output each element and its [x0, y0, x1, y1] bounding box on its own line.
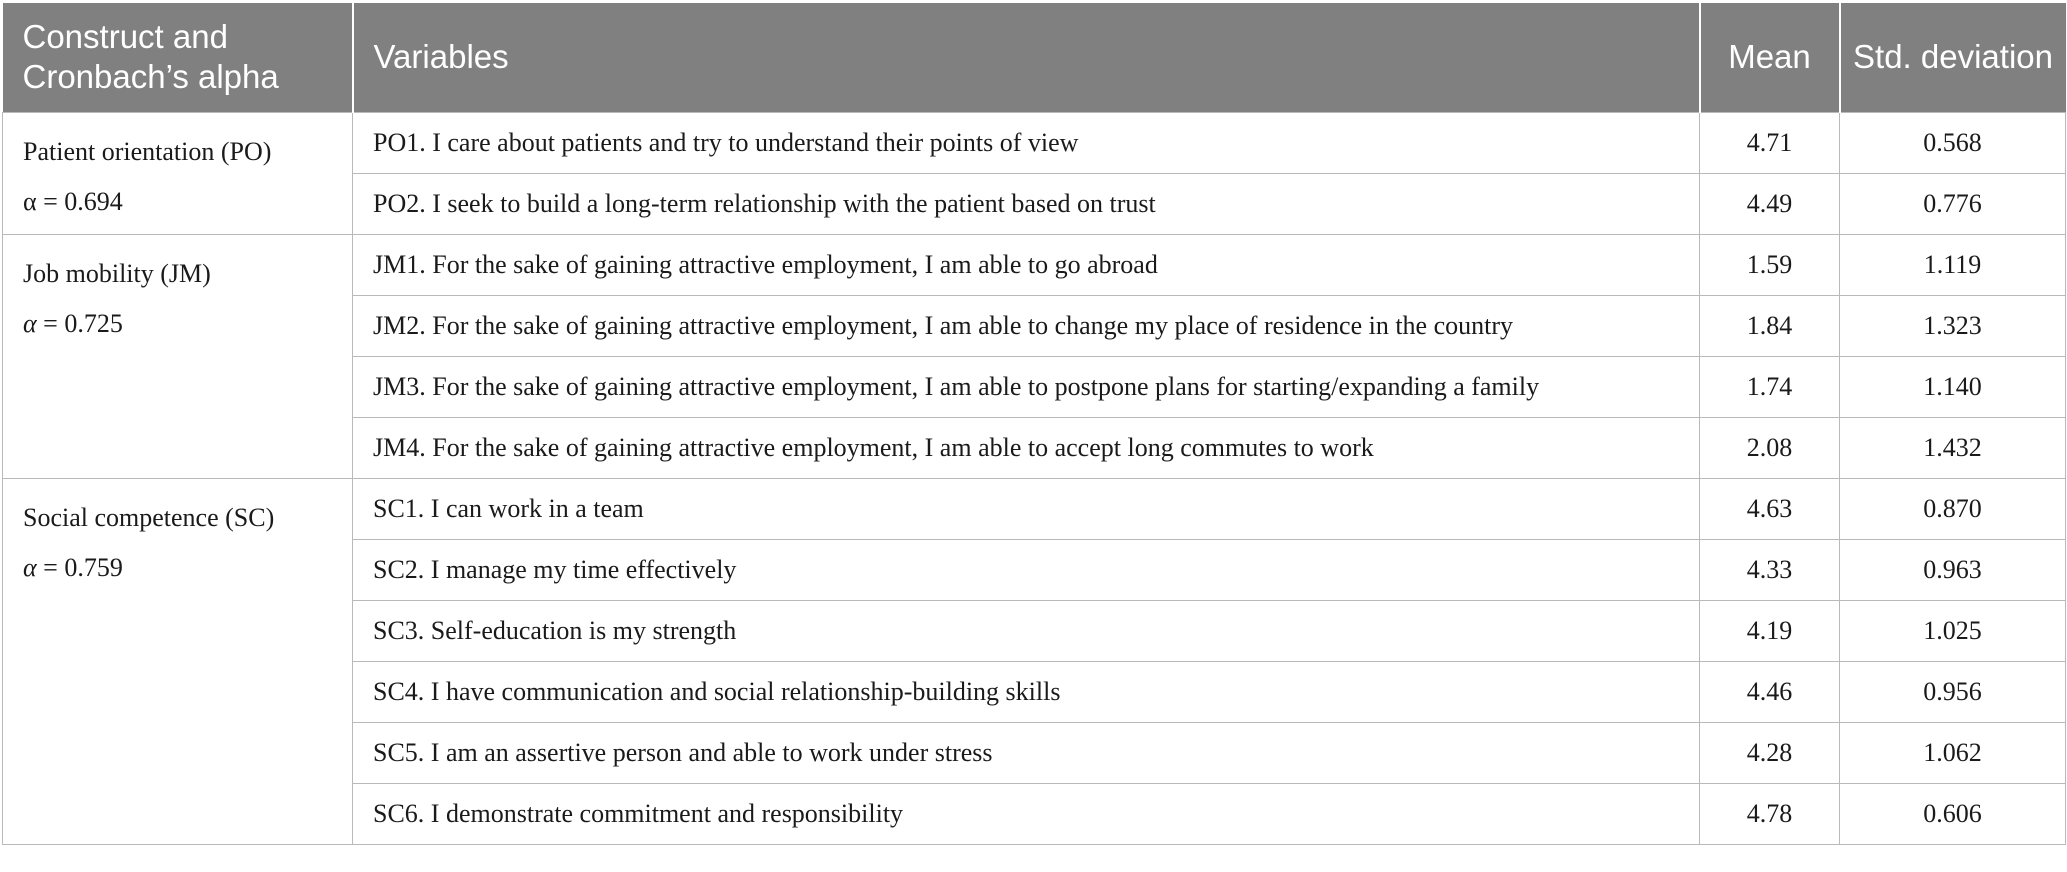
alpha-value: = 0.694	[36, 186, 123, 216]
std-cell: 0.776	[1840, 173, 2066, 234]
construct-cell	[3, 112, 353, 234]
variable-cell: JM2. For the sake of gaining attractive employment, I am able to change my place of residence in the country	[353, 295, 1700, 356]
mean-cell: 4.63	[1700, 478, 1840, 539]
mean-cell: 4.71	[1700, 112, 1840, 173]
std-cell: 1.432	[1840, 417, 2066, 478]
std-cell: 0.956	[1840, 661, 2066, 722]
variable-cell: JM3. For the sake of gaining attractive employment, I am able to postpone plans for starting/expanding a family	[353, 356, 1700, 417]
mean-cell: 1.84	[1700, 295, 1840, 356]
header-row	[3, 3, 2066, 112]
mean-cell: 4.33	[1700, 539, 1840, 600]
mean-cell: 4.28	[1700, 722, 1840, 783]
table-body	[3, 112, 2066, 844]
mean-cell: 4.46	[1700, 661, 1840, 722]
mean-cell: 1.59	[1700, 234, 1840, 295]
cronbach-alpha	[23, 543, 332, 593]
table-header	[3, 3, 2066, 112]
mean-cell: 4.49	[1700, 173, 1840, 234]
std-cell: 0.870	[1840, 478, 2066, 539]
std-cell: 0.568	[1840, 112, 2066, 173]
variable-cell: PO2. I seek to build a long-term relationship with the patient based on trust	[353, 173, 1700, 234]
variable-cell: PO1. I care about patients and try to understand their points of view	[353, 112, 1700, 173]
alpha-value: = 0.725	[36, 308, 123, 338]
alpha-value: = 0.759	[36, 552, 123, 582]
cronbach-alpha	[23, 177, 332, 227]
variable-cell: SC2. I manage my time effectively	[353, 539, 1700, 600]
variable-cell: SC6. I demonstrate commitment and responsibility	[353, 783, 1700, 844]
construct-cell	[3, 234, 353, 478]
cronbach-alpha	[23, 299, 332, 349]
std-cell: 1.119	[1840, 234, 2066, 295]
table-row	[3, 234, 2066, 295]
table-row	[3, 112, 2066, 173]
construct-cell	[3, 478, 353, 844]
std-cell: 1.025	[1840, 600, 2066, 661]
mean-cell: 4.78	[1700, 783, 1840, 844]
alpha-symbol: α	[23, 186, 37, 216]
std-cell: 1.062	[1840, 722, 2066, 783]
variable-cell: SC3. Self-education is my strength	[353, 600, 1700, 661]
header-variables: Variables	[353, 3, 1700, 112]
alpha-symbol: α	[23, 308, 37, 338]
table-row	[3, 478, 2066, 539]
construct-name: Social competence (SC)	[23, 502, 275, 532]
std-cell: 0.606	[1840, 783, 2066, 844]
header-mean: Mean	[1700, 3, 1840, 112]
alpha-symbol: α	[23, 552, 37, 582]
mean-cell: 1.74	[1700, 356, 1840, 417]
mean-cell: 2.08	[1700, 417, 1840, 478]
header-construct: Construct and Cronbach’s alpha	[3, 3, 353, 112]
std-cell: 0.963	[1840, 539, 2066, 600]
variable-cell: JM4. For the sake of gaining attractive employment, I am able to accept long commutes to work	[353, 417, 1700, 478]
variable-cell: JM1. For the sake of gaining attractive employment, I am able to go abroad	[353, 234, 1700, 295]
variable-cell: SC5. I am an assertive person and able to work under stress	[353, 722, 1700, 783]
mean-cell: 4.19	[1700, 600, 1840, 661]
std-cell: 1.140	[1840, 356, 2066, 417]
header-std-deviation: Std. deviation	[1840, 3, 2066, 112]
descriptive-statistics-table	[2, 3, 2066, 845]
construct-name: Job mobility (JM)	[23, 258, 211, 288]
std-cell: 1.323	[1840, 295, 2066, 356]
variable-cell: SC4. I have communication and social relationship-building skills	[353, 661, 1700, 722]
variable-cell: SC1. I can work in a team	[353, 478, 1700, 539]
construct-name: Patient orientation (PO)	[23, 136, 272, 166]
